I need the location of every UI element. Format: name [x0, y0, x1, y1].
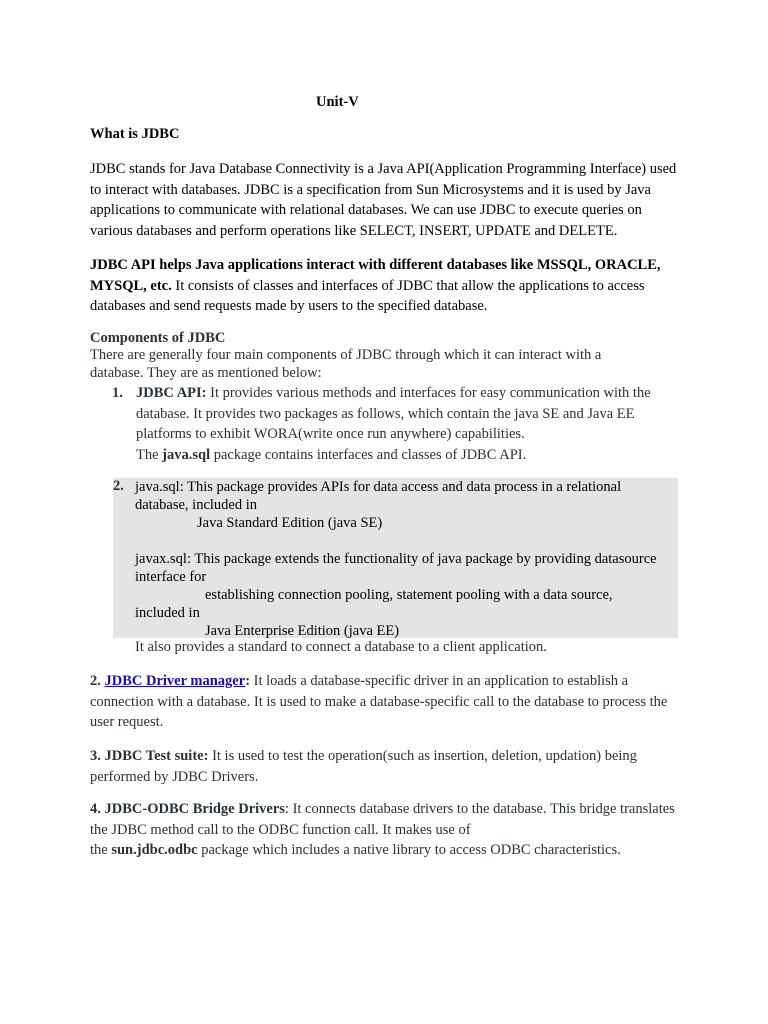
java-ee-edition: Java Enterprise Edition (java EE) — [205, 623, 400, 640]
driver-manager-link[interactable]: JDBC Driver manager — [104, 673, 246, 689]
list-item-line2-post: package contains interfaces and classes of JDBC API. — [210, 447, 527, 464]
section-line-post: package which includes a native library to access ODBC characteristics. — [197, 842, 621, 859]
list-number: 2. — [113, 478, 124, 494]
list-item — [90, 383, 680, 466]
section-line-pre: the — [90, 842, 112, 859]
section-colon: : — [245, 673, 251, 689]
list-item-line2-bold: java.sql — [162, 447, 211, 464]
section-text: It is used to test the operation(such as insertion, deletion, updation) being performed by JDBC Drivers. — [90, 748, 637, 785]
java-se-edition: Java Standard Edition (java SE) — [197, 515, 383, 532]
api-paragraph-rest: It consists of classes and interfaces of JDBC that allow the applications to access databases and send requests made by users to the specified database. — [90, 277, 645, 315]
list-item-label: JDBC API: — [136, 385, 207, 401]
list-item-text: It provides various methods and interfaces for easy communication with the database. It provides two packages as follows, which contain the java SE and Java EE platforms to exhibit WORA(write once run anywhere) capabilities. — [136, 385, 651, 443]
javax-included: included in — [135, 605, 200, 622]
section-label: 3. JDBC Test suite: — [90, 748, 209, 764]
javax-sql-line: javax.sql: This package extends the functionality of java package by providing datasource interface for — [135, 550, 657, 585]
section-driver-manager — [90, 671, 680, 733]
section-bridge-drivers — [90, 799, 680, 861]
list-item-line2-pre: The — [136, 447, 163, 464]
section-test-suite — [90, 746, 680, 787]
api-paragraph-bold: JDBC API helps Java applications interact with different databases like MSSQL, ORACLE, MYSQL, etc. — [90, 257, 661, 294]
java-sql-line: java.sql: This package provides APIs for data access and data process in a relational database, included in — [135, 479, 622, 514]
section-text: : It connects database drivers to the database. This bridge translates the JDBC method call to the ODBC function call. It makes use of — [90, 801, 675, 838]
components-intro: There are generally four main components of JDBC through which it can interact with a database. They are as mentioned below: — [90, 347, 602, 381]
intro-paragraph: JDBC stands for Java Database Connectivity is a Java API(Application Programming Interface) used to interact with databases. JDBC is a specification from Sun Microsystems and it is used by Java applications to communicate with relational databases. We can use JDBC to execute queries on various databases and perform operations like SELECT, INSERT, UPDATE and DELETE. — [90, 161, 677, 240]
section-text: It loads a database-specific driver in an application to establish a connection with a database. It is used to make a database-specific call to the database to process the user request. — [90, 673, 668, 731]
page-title: Unit-V — [316, 94, 359, 110]
api-paragraph — [90, 255, 682, 317]
also-provides-text: It also provides a standard to connect a database to a client application. — [135, 639, 547, 655]
javax-detail: establishing connection pooling, statement pooling with a data source, — [205, 587, 613, 604]
section-label: 4. JDBC-ODBC Bridge Drivers — [90, 801, 285, 817]
components-heading: Components of JDBC — [90, 330, 226, 346]
section-heading: What is JDBC — [90, 126, 180, 142]
highlighted-block — [113, 478, 678, 638]
section-number: 2. — [90, 673, 105, 689]
list-number: 1. — [112, 385, 123, 401]
section-line-bold: sun.jdbc.odbc — [111, 842, 198, 859]
